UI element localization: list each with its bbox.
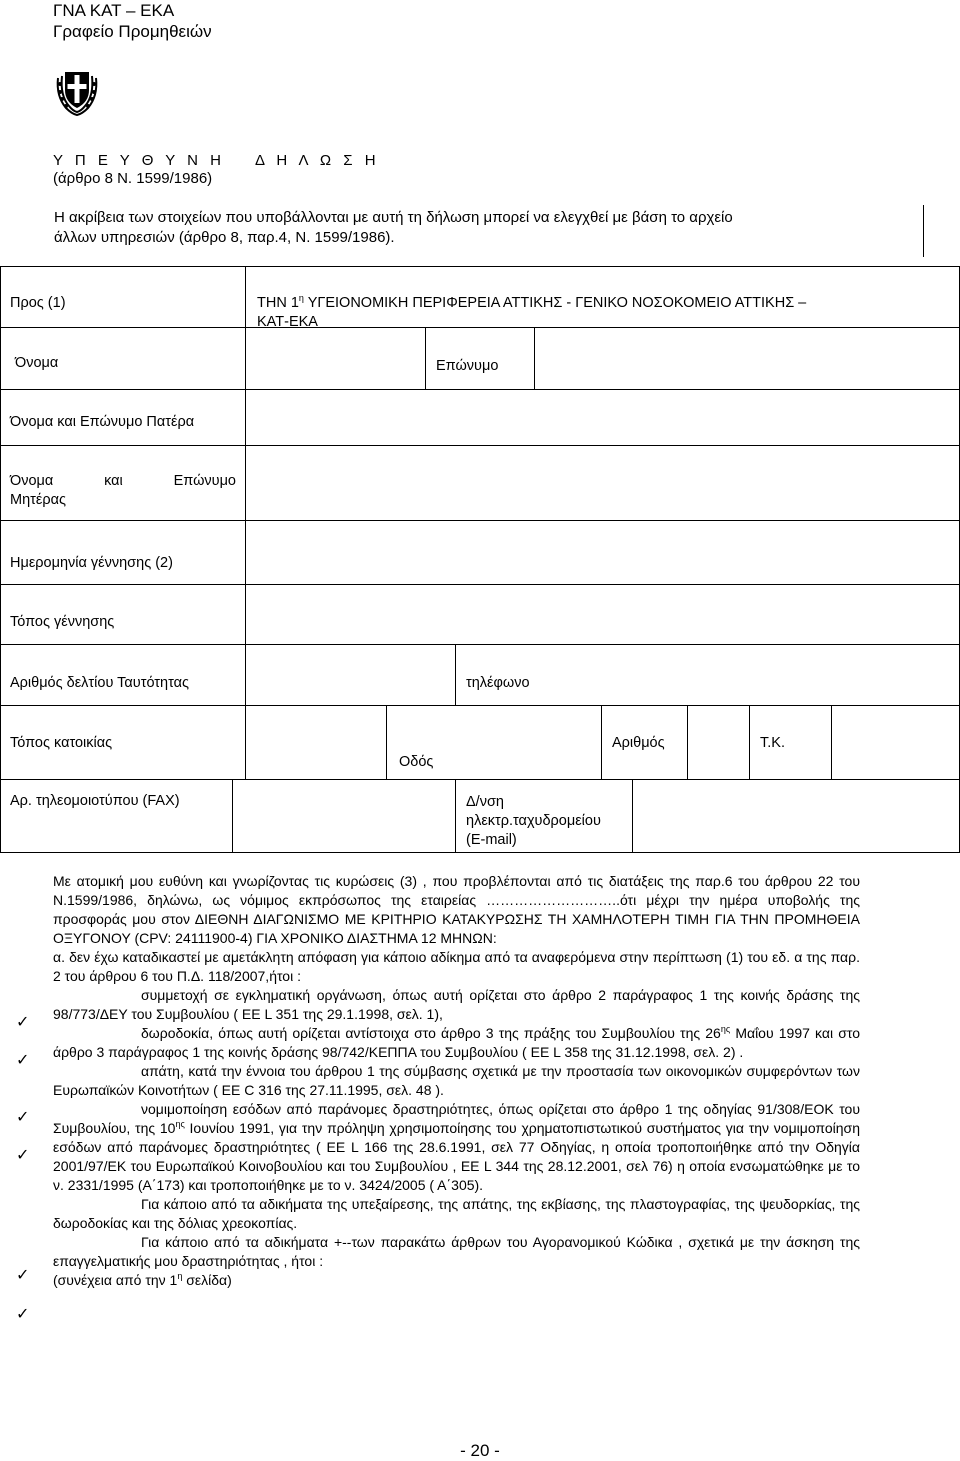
- email-label-1: Δ/νση: [466, 794, 504, 810]
- item-3-text: απάτη, κατά την έννοια του άρθρου 1 της σύμβασης σχετικά με την προστασία των οικονομικών συμφερόντων των Ευρωπαϊκών Κοινοτήτων ( ΕΕ C 316 της 27.11.1995, σελ. 48 ).: [53, 1063, 860, 1098]
- continuation-text-a: (συνέχεια από την 1: [53, 1272, 178, 1288]
- title-word-1: Υ Π Ε Υ Θ Υ Ν Η: [53, 152, 226, 169]
- number-label: Αριθμός: [612, 735, 665, 751]
- mother-label-c: Επώνυμο: [173, 473, 236, 489]
- item-2-text-a: δωροδοκία, όπως αυτή ορίζεται αντίστοιχα στο άρθρο 3 της πράξης του Συμβουλίου της 26: [141, 1025, 721, 1041]
- mother-label-a: Όνομα: [10, 473, 54, 489]
- checkmark-icon: ✓: [16, 1014, 30, 1031]
- email-label-3: (E-mail): [466, 832, 517, 848]
- office-name: Γραφείο Προμηθειών: [53, 22, 212, 41]
- notice-box: [52, 205, 924, 257]
- document-title: [53, 151, 380, 170]
- continuation-note: [53, 1271, 860, 1290]
- item-6-text: Για κάποιο από τα αδικήματα +--των παρακάτω άρθρων του Αγορανομικού Κώδικα , σχετικά με την άσκηση της επαγγελματικής μου δραστηριότητας , ήτοι :: [53, 1234, 860, 1269]
- residence-label: Τόπος κατοικίας: [10, 735, 113, 751]
- street-label: Οδός: [399, 754, 434, 770]
- item-4-text-a: νομιμοποίηση εσόδων από παράνομες δραστηριότητες, όπως ορίζεται στο άρθρο 1 της οδηγίας 91/308/ΕΟΚ του Συμβουλίου, της 10: [53, 1101, 860, 1136]
- father-name-label: Όνομα και Επώνυμο Πατέρα: [10, 414, 195, 430]
- item-2: [53, 1024, 860, 1062]
- declaration-paragraph: Με ατομική μου ευθύνη και γνωρίζοντας τις κυρώσεις (3) , που προβλέπονται από τις διατάξεις της παρ.6 του άρθρου 22 του Ν.1599/1986, δηλώνω, ως νόμιμος εκπρόσωπος της εταιρείας ………………………..ότι μέχρι την ημέρα υποβολής της προσφοράς μου στον ΔΙΕΘΝΗ ΔΙΑΓΩΝΙΣΜΟ ΜΕ ΚΡΙΤΗΡΙΟ ΚΑΤΑΚΥΡΩΣΗΣ ΤΗ ΧΑΜΗΛΟΤΕΡΗ ΤΙΜΗ ΓΙΑ ΤΗΝ ΠΡΟΜΗΘΕΙΑ ΟΞΥΓΟΝΟΥ (CPV: 24111900-4) ΓΙΑ ΧΡΟΝΙΚΟ ΔΙΑΣΤΗΜΑ 12 ΜΗΝΩΝ:: [53, 873, 860, 946]
- phone-label: τηλέφωνο: [466, 675, 530, 691]
- checkmark-icon: ✓: [16, 1109, 30, 1126]
- item-4-sup: ης: [175, 1119, 185, 1129]
- notice-line-2: άλλων υπηρεσιών (άρθρο 8, παρ.4, Ν. 1599/1986).: [54, 229, 395, 246]
- declaration-body: [53, 872, 860, 1290]
- title-word-2: Δ Η Λ Ω Σ Η: [255, 152, 380, 169]
- id-card-label: Αριθμός δελτίου Ταυτότητας: [10, 675, 189, 691]
- postal-code-label: Τ.Κ.: [760, 735, 785, 751]
- email-label-2: ηλεκτρ.ταχυδρομείου: [466, 813, 601, 829]
- clause-a: α. δεν έχω καταδικαστεί με αμετάκλητη απόφαση για κάποιο αδίκημα από τα αναφερόμενα στην περίπτωση (1) του εδ. α της παρ. 2 του άρθρου 6 του Π.Δ. 118/2007,ήτοι :: [53, 949, 860, 984]
- item-3: [53, 1062, 860, 1100]
- item-2-sup: ης: [720, 1024, 731, 1034]
- to-value-line-1: ΥΓΕΙΟΝΟΜΙΚΗ ΠΕΡΙΦΕΡΕΙΑ ΑΤΤΙΚΗΣ - ΓΕΝΙΚΟ ΝΟΣΟΚΟΜΕΙΟ ΑΤΤΙΚΗΣ –: [303, 295, 807, 311]
- page-number: - 20 -: [460, 1441, 500, 1460]
- to-label: Προς (1): [10, 295, 66, 311]
- to-value-line-2: ΚΑΤ-ΕΚΑ: [257, 314, 318, 330]
- item-4: [53, 1100, 860, 1195]
- continuation-sup: η: [177, 1271, 183, 1281]
- item-1-text: συμμετοχή σε εγκληματική οργάνωση, όπως αυτή ορίζεται στο άρθρο 2 παράγραφος 1 της κοινής δράσης της 98/773/ΔΕΥ του Συμβουλίου ( ΕΕ L 351 της 29.1.1998, σελ. 1),: [53, 987, 860, 1022]
- notice-line-1: Η ακρίβεια των στοιχείων που υποβάλλονται με αυτή τη δήλωση μπορεί να ελεγχθεί με βάση το αρχείο: [54, 209, 733, 226]
- item-5-text: Για κάποιο από τα αδικήματα της υπεξαίρεσης, της απάτης, της εκβίασης, της πλαστογραφίας, της ψευδορκίας, της δωροδοκίας και της δόλιας χρεοκοπίας.: [53, 1196, 860, 1231]
- checkmark-icon: ✓: [16, 1147, 30, 1164]
- to-value: [257, 294, 806, 313]
- mother-label-d: Μητέρας: [10, 492, 66, 508]
- item-5: [53, 1195, 860, 1233]
- continuation-text-b: σελίδα): [182, 1272, 232, 1288]
- email-label: [466, 793, 601, 850]
- item-2-text-b: Μαΐου 1997 και στο άρθρο 3 παράγραφος 1 της κοινής δράσης 98/742/ΚΕΠΠΑ του Συμβουλίου ( ΕΕ L 358 της 31.12.1998, σελ. 2) .: [53, 1025, 860, 1060]
- item-6: [53, 1233, 860, 1271]
- greek-state-emblem-icon: [52, 66, 102, 118]
- mother-name-label: [10, 472, 236, 510]
- declaration-form: [0, 266, 960, 853]
- checkmark-icon: ✓: [16, 1306, 30, 1323]
- law-reference: (άρθρο 8 Ν. 1599/1986): [53, 170, 213, 187]
- fax-label: Αρ. τηλεομοιοτύπου (FAX): [10, 793, 180, 809]
- name-label: Όνομα: [15, 355, 59, 371]
- organization-name: ΓΝΑ ΚΑΤ – ΕΚΑ: [53, 1, 175, 20]
- item-1: [53, 986, 860, 1024]
- birthplace-label: Τόπος γέννησης: [10, 614, 115, 630]
- to-value-prefix: ΤΗΝ 1: [257, 295, 299, 311]
- mother-label-b: και: [104, 473, 123, 489]
- surname-label: Επώνυμο: [436, 358, 499, 374]
- birthdate-label: Ημερομηνία γέννησης (2): [10, 555, 173, 571]
- to-value-sup: η: [298, 293, 304, 303]
- checkmark-icon: ✓: [16, 1052, 30, 1069]
- item-4-text-b: Ιουνίου 1991, για την πρόληψη χρησιμοποίησης του χρηματοπιστωτικού συστήματος για την νομιμοποίηση εσόδων από παράνομες δραστηριότητες ( ΕΕ L 166 της 28.6.1991, σελ 77 Οδηγίας, η οποία τροποποιήθηκε από την Οδηγία 2001/97/ΕΚ του Ευρωπαϊκού Κοινοβουλίου και του Συμβουλίου , ΕΕ L 344 της 28.12.2001, σελ 76) η οποία ενσωματώθηκε με το ν. 2331/1995 (Α΄173) και τροποποιήθηκε με το ν. 3424/2005 ( Α΄305).: [53, 1120, 860, 1193]
- checkmark-icon: ✓: [16, 1267, 30, 1284]
